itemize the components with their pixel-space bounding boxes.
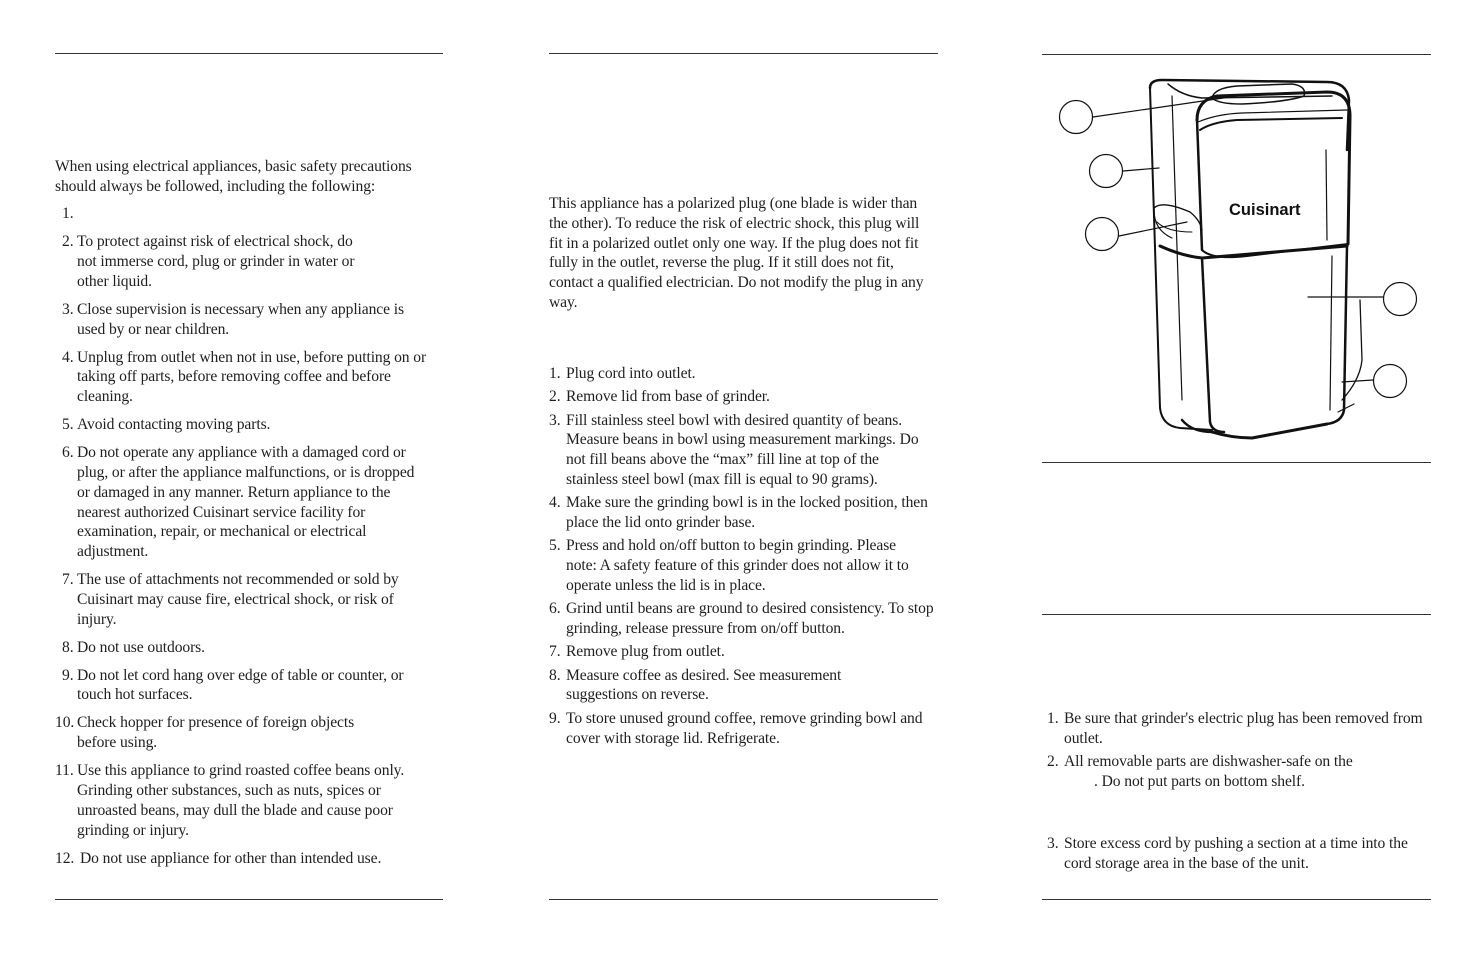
grinder-diagram	[1042, 60, 1432, 460]
cleaning-list	[1047, 709, 1432, 792]
list-item: 3. Close supervision is necessary when any appliance is used by or near children.	[62, 300, 404, 338]
list-item: 7. Remove plug from outlet.	[549, 643, 725, 661]
diagram-rule	[1042, 462, 1431, 463]
list-item: 7. The use of attachments not recommended or sold by Cuisinart may cause fire, electrical shock, or risk of injury.	[62, 571, 399, 628]
list-item: 3. Fill stainless steel bowl with desired quantity of beans. Measure beans in bowl using measurement markings. Do not fill beans above the “max” fill line at top of the stainless steel bowl (max fill is equal to 90 grams).	[549, 411, 919, 488]
safety-intro: When using electrical appliances, basic safety precautions should always be followed, including the following:	[55, 158, 412, 195]
top-rule	[1042, 54, 1431, 55]
list-item: 5. Avoid contacting moving parts.	[62, 416, 271, 434]
list-item: 9. Do not let cord hang over edge of table or counter, or touch hot surfaces.	[62, 666, 404, 704]
safety-list	[55, 204, 445, 877]
list-item: 10. Check hopper for presence of foreign objects before using.	[55, 714, 355, 752]
bottom-rule	[549, 899, 938, 900]
list-item: 12. Do not use appliance for other than intended use.	[55, 849, 382, 867]
list-item: 5. Press and hold on/off button to begin grinding. Please note: A safety feature of this grinder does not allow it to operate unless the lid is in place.	[549, 537, 909, 594]
list-item: 11. Use this appliance to grind roasted coffee beans only. Grinding other substances, such as nuts, spices or unroasted beans, may dull the blade and cause poor grinding or injury.	[55, 762, 405, 839]
list-item: 6. Do not operate any appliance with a damaged cord or plug, or after the appliance malfunctions, or is dropped or damaged in any manner. Return appliance to the nearest authorized Cuisinart service facility for examination, repair, or mechanical or electrical adjustment.	[62, 444, 415, 561]
list-item: 2. To protect against risk of electrical shock, do not immerse cord, plug or grinder in water or other liquid.	[62, 233, 355, 290]
list-item: 1. Plug cord into outlet.	[549, 365, 696, 382]
operation-column	[549, 0, 939, 954]
parts-cleaning-column	[1042, 0, 1432, 954]
list-item: 2. All removable parts are dishwasher-safe on the . Do not put parts on bottom shelf.	[1047, 753, 1353, 790]
list-item: 2. Remove lid from base of grinder.	[549, 388, 770, 406]
bottom-rule	[55, 899, 443, 900]
list-item: 6. Grind until beans are ground to desired consistency. To stop grinding, release pressure from on/off button.	[549, 600, 934, 638]
list-item: 8. Measure coffee as desired. See measurement suggestions on reverse.	[549, 666, 842, 704]
list-item: 1. Be sure that grinder's electric plug has been removed from outlet.	[1047, 710, 1423, 747]
top-rule	[55, 53, 443, 54]
list-item: 9. To store unused ground coffee, remove grinding bowl and cover with storage lid. Refrigerate.	[549, 709, 923, 747]
list-item: 1.	[62, 205, 74, 222]
bottom-rule	[1042, 899, 1431, 900]
list-item: 8. Do not use outdoors.	[62, 638, 205, 656]
operating-list	[549, 364, 939, 752]
top-rule	[549, 53, 938, 54]
brand-logo: Cuisinart	[1229, 201, 1301, 219]
list-item: 4. Unplug from outlet when not in use, before putting on or taking off parts, before removing coffee and before cleaning.	[62, 348, 427, 406]
list-item: 4. Make sure the grinding bowl is in the locked position, then place the lid onto grinder base.	[549, 494, 928, 532]
polarized-plug-text: This appliance has a polarized plug (one blade is wider than the other). To reduce the risk of electric shock, this plug will fit in a polarized outlet only one way. If the plug does not fit fully in the outlet, reverse the plug. If it still does not fit, contact a qualified electrician. Do not modify the plug in any way.	[549, 195, 924, 311]
cord-storage-list	[1047, 834, 1432, 874]
safeguards-column	[55, 0, 445, 954]
section-rule	[1042, 614, 1431, 615]
list-item: 3. Store excess cord by pushing a section at a time into the cord storage area in the base of the unit.	[1047, 835, 1408, 872]
